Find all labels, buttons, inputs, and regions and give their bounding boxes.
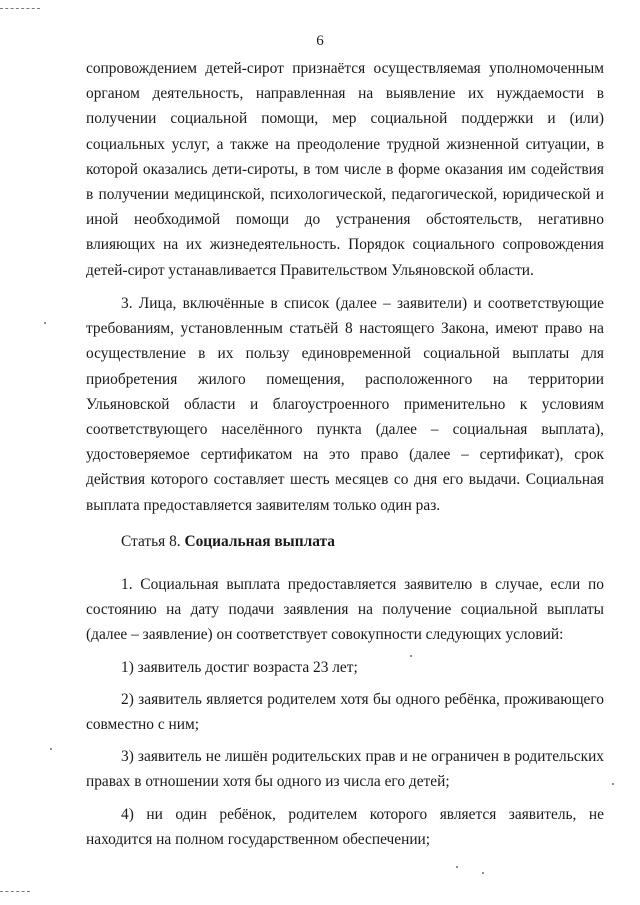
- scan-speck: [612, 783, 614, 785]
- article-text-block: [86, 572, 604, 852]
- paragraph-social-support: сопровождением детей-сирот признаётся осуществляемая уполномоченным органом деятельность, направленная на выявление их нуждаемости в получении социальной помощи, мер социальной поддержки и (или) социальных услуг, а также на преодоление трудной жизненной ситуации, в которой оказались дети-сироты, в том числе в форме оказания им содействия в получении медицинской, психологической, педагогической, юридической и иной необходимой помощи до устранения обстоятельств, негативно влияющих на их жизнедеятельность. Порядок социального сопровождения детей-сирот устанавливается Правительством Ульяновской области.: [86, 60, 604, 279]
- article-title: Социальная выплата: [184, 533, 335, 550]
- article-heading: [121, 532, 335, 552]
- page-number: 6: [316, 33, 324, 49]
- scan-speck: [50, 748, 52, 750]
- condition-item-1: 1) заявитель достиг возраста 23 лет;: [121, 658, 358, 676]
- body-text-block: [86, 56, 604, 283]
- paragraph-article-clause-1: 1. Социальная выплата предоставляется заявителю в случае, если по состоянию на дату подачи заявления на получение социальной выплаты (далее – заявление) он соответствует совокупности следующих условий:: [86, 576, 604, 644]
- scan-edge-mark-bottom: [0, 891, 30, 893]
- scan-edge-mark-top: [0, 8, 40, 10]
- scan-speck: [482, 872, 484, 874]
- condition-item-3: 3) заявитель не лишён родительских прав и не ограничен в родительских правах в отношении хотя бы одного из числа его детей;: [86, 748, 604, 791]
- condition-item-2: 2) заявитель является родителем хотя бы одного ребёнка, проживающего совместно с ним;: [86, 690, 604, 734]
- paragraph-clause-3: 3. Лица, включённые в список (далее – заявители) и соответствующие требованиям, установленным статьёй 8 настоящего Закона, имеют право на осуществление в их пользу единовременной социальной выплаты для приобретения жилого помещения, расположенного на территории Ульяновской области и благоустроенного применительно к условиям соответствующего населённого пункта (далее – социальная выплата), удостоверяемое сертификатом на это право (далее – сертификат), срок действия которого составляет шесть месяцев со дня его выдачи. Социальная выплата предоставляется заявителям только один раз.: [86, 295, 604, 514]
- body-text-block: [86, 291, 604, 518]
- scan-speck: [456, 866, 458, 868]
- scan-speck: [44, 322, 46, 324]
- article-number: Статья 8.: [121, 533, 181, 550]
- condition-item-4: 4) ни один ребёнок, родителем которого является заявитель, не находится на полном государственном обеспечении;: [86, 805, 604, 848]
